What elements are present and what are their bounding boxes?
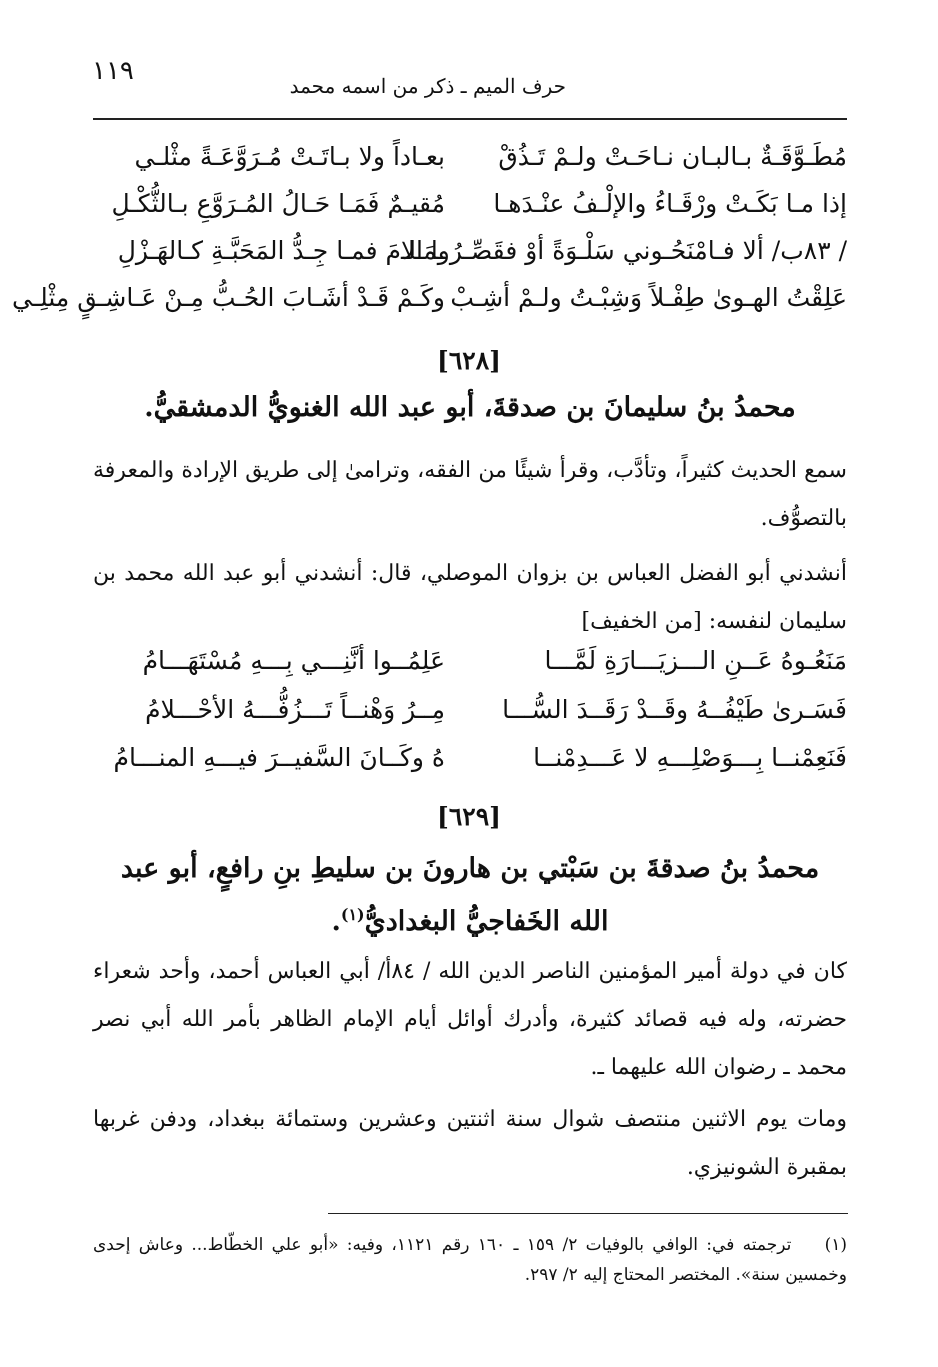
- verse-first-hemistich: فَنَعِمْنــا بِـــوَصْلِـــهِ لا عَـــدِمْنــا: [533, 743, 847, 772]
- header-rule: [93, 118, 847, 120]
- entry-title-line: [93, 892, 847, 945]
- verse-second-hemistich: هُ وكَــانَ السَّفيــرَ فيـــهِ المنـــامُ: [113, 743, 445, 772]
- verse-second-hemistich: بعـاداً ولا بـاتَـتْ مُـرَوَّعَـةً مثْلـي: [134, 142, 445, 171]
- verse-second-hemistich: مِــرُ وَهْنــاً تَـــزُفُّـــهُ الأحْـــلامُ: [145, 695, 445, 724]
- footnote-text: ترجمته في: الوافي بالوفيات ٢/ ١٥٩ ـ ١٦٠ رقم ١١٢١، وفيه: «أبو علي الخطّاط... وعاش إحدى وخمسين سنة». المختصر المحتاج إليه ٢/ ٢٩٧.: [93, 1235, 847, 1285]
- entry-paragraph: ومات يوم الاثنين منتصف شوال سنة اثنتين وعشرين وستمائة ببغداد، ودفن غربها بمقبرة الشونيزي.: [93, 1107, 847, 1180]
- verse-first-hemistich: فَسَـرىٰ طَيْفُــهُ وقَــدْ رَقَــدَ السُّـــا: [502, 695, 847, 724]
- poem1-verse: [11, 271, 847, 325]
- poem1-verse: [93, 177, 847, 231]
- footnote-rule: [328, 1213, 848, 1214]
- page-number: ١١٩: [92, 56, 134, 86]
- footnote-ref[interactable]: (١): [340, 905, 365, 924]
- poem2-verse: [93, 634, 847, 688]
- verse-second-hemistich: مُقيـمٌ فَمَـا حَـالُ المُـرَوَّعِ بـالثُّكْـلِ: [111, 189, 445, 218]
- verse-first-hemistich: إذا مـا بَكَـتْ ورْقَـاءُ والإلْـفُ عنْـدَهـا: [493, 189, 847, 218]
- poem1-verse: [93, 130, 847, 184]
- entry-number: [٦٢٩]: [437, 802, 501, 831]
- entry-title-text: الله الخَفاجيُّ البغداديُّ: [364, 906, 609, 937]
- footnote: [93, 1230, 847, 1290]
- entry-title-end: .: [331, 906, 341, 937]
- verse-first-hemistich: عَلِقْتُ الهـوىٰ طِفْـلاً وَشِبْـتُ ولـمْ أشِـبْ: [450, 283, 847, 312]
- poem1-verse: [93, 224, 847, 278]
- verse-second-hemistich: وكَـمْ قَـدْ أشَـابَ الحُـبُّ مِـنْ عَـاشِـقٍ مِثْلِـي: [11, 283, 445, 312]
- entry-paragraph: أنشدني أبو الفضل العباس بن بزوان الموصلي، قال: أنشدني أبو عبد الله محمد بن سليمان لنفسه: [من الخفيف]: [93, 561, 847, 634]
- entry-paragraph: سمع الحديث كثيراً، وتأدَّب، وقرأ شيئًا من الفقه، وترامىٰ إلى طريق الإرادة والمعرفة بالتصوُّف.: [93, 458, 847, 531]
- entry-title-line: محمدُ بنُ صدقةَ بن سَبْتي بن هارونَ بن سليطِ بنِ رافعٍ، أبو عبد: [120, 853, 820, 884]
- poem2-verse: [93, 683, 847, 737]
- footnote-marker: (١): [824, 1235, 847, 1255]
- verse-second-hemistich: ـمَـلامَ فمـا جِـدُّ المَحَبَّـةِ كـالهَـزْلِ: [117, 236, 445, 265]
- entry-number: [٦٢٨]: [437, 346, 501, 375]
- poem2-verse: [93, 731, 847, 785]
- entry-title: [93, 846, 847, 945]
- verse-first-hemistich: مُطَـوَّقَـةٌ بـالبـان نـاحَـتْ ولـمْ تَـذُقْ: [498, 142, 847, 171]
- running-header: حرف الميم ـ ذكر من اسمه محمد: [289, 74, 566, 98]
- verse-first-hemistich: مَنَعُـوهُ عَــنِ الـــزيَـــارَةِ لَمَّـــا: [544, 646, 847, 675]
- verse-first-hemistich: / ٨٣ب/ ألا فـامْنَحُـوني سَلْـوَةً أوْ فقَصِّـرُوا الـ: [401, 236, 847, 265]
- entry-paragraph: كان في دولة أمير المؤمنين الناصر الدين الله / ٨٤أ/ أبي العباس أحمد، وأحد شعراء حضرته، وله فيه قصائد كثيرة، وأدرك أوائل أيام الإمام الظاهر بأمر الله أبي نصر محمد ـ رضوان الله عليهما ـ.: [93, 959, 847, 1080]
- entry-title: محمدُ بنُ سليمانَ بن صدقةَ، أبو عبد الله الغنويُّ الدمشقيُّ.: [144, 392, 796, 423]
- verse-second-hemistich: عَلِمُــوا أنَّنِـــي بِـــهِ مُسْتَهَـــامُ: [142, 646, 445, 675]
